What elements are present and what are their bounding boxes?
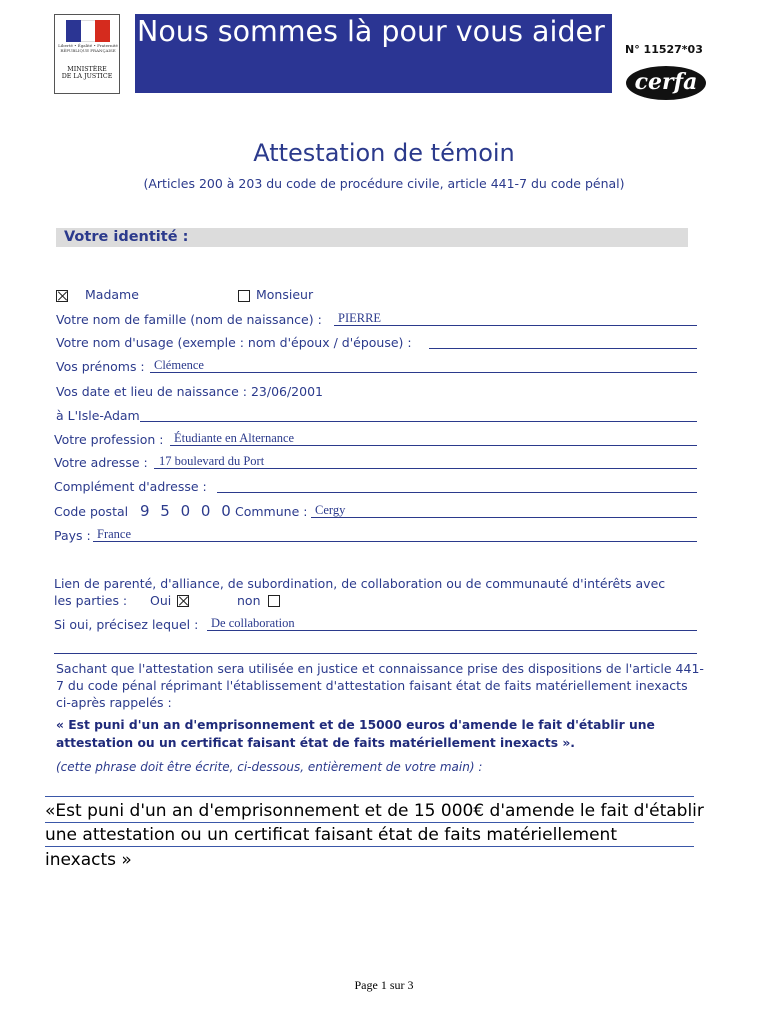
handwriting-line-1 [45, 796, 694, 797]
french-flag-icon [66, 20, 110, 42]
usage-name-field[interactable] [429, 348, 697, 349]
specify-extra-line [54, 653, 697, 654]
country-field[interactable]: France [97, 527, 132, 541]
postal-code-label: Code postal [54, 504, 129, 519]
country-label: Pays : [54, 528, 91, 543]
specify-field[interactable]: De collaboration [211, 616, 295, 630]
family-name-field[interactable]: PIERRE [338, 311, 382, 325]
family-name-line [334, 325, 697, 326]
postal-code-field[interactable]: 9 5 0 0 0 [140, 502, 234, 520]
profession-label: Votre profession : [54, 432, 164, 447]
address2-label: Complément d'adresse : [54, 479, 207, 494]
cerfa-logo: cerfa [626, 66, 706, 100]
country-line [93, 541, 697, 542]
madame-checkbox[interactable] [56, 290, 68, 302]
relationship-question: Lien de parenté, d'alliance, de subordination, de collaboration ou de communauté d'intérêts avec [54, 576, 666, 591]
legal-quote: « Est puni d'un an d'emprisonnement et de 15000 euros d'amende le fait d'établir une attestation ou un certificat faisant état de faits matériellement inexacts ». [56, 718, 655, 750]
birth-label: Vos date et lieu de naissance : 23/06/2001 [56, 384, 323, 399]
cerfa-number: N° 11527*03 [625, 43, 703, 56]
ministry-logo [54, 14, 120, 94]
oui-checkbox[interactable] [177, 595, 189, 607]
page-title: Attestation de témoin [253, 139, 515, 167]
address-field[interactable]: 17 boulevard du Port [159, 454, 265, 468]
handwritten-line-1[interactable]: «Est puni d'un an d'emprisonnement et de 15 000€ d'amende le fait d'établir [45, 801, 704, 821]
monsieur-checkbox[interactable] [238, 290, 250, 302]
birth-place-line [140, 421, 697, 422]
oui-label: Oui [150, 593, 172, 608]
address-label: Votre adresse : [54, 455, 148, 470]
relationship-parties-label: les parties : [54, 593, 128, 608]
legal-paragraph: Sachant que l'attestation sera utilisée en justice et connaissance prise des dispositions de l'article 441-7 du code pénal réprimant l'établissement d'attestation faisant état de faits matériellement inexacts ci-après rappelés : [56, 661, 704, 710]
monsieur-label: Monsieur [256, 287, 314, 302]
republic-motto: Liberté • Égalité • Fraternité RÉPUBLIQUE FRANÇAISE [58, 43, 118, 53]
city-line [311, 517, 697, 518]
first-names-line [150, 372, 697, 373]
header-banner: Nous sommes là pour vous aider [135, 14, 612, 93]
first-names-field[interactable]: Clémence [154, 358, 204, 372]
handwritten-line-2[interactable]: une attestation ou un certificat faisant état de faits matériellement [45, 825, 617, 845]
page-subtitle: (Articles 200 à 203 du code de procédure civile, article 441-7 du code pénal) [143, 176, 625, 191]
profession-field[interactable]: Étudiante en Alternance [174, 431, 295, 445]
city-label: Commune : [235, 504, 308, 519]
non-checkbox[interactable] [268, 595, 280, 607]
non-label: non [237, 593, 261, 608]
city-field[interactable]: Cergy [315, 503, 346, 517]
page-number: Page 1 sur 3 [354, 978, 414, 992]
specify-label: Si oui, précisez lequel : [54, 617, 199, 632]
identity-section-label: Votre identité : [64, 229, 189, 245]
birth-place-field[interactable]: à L'Isle-Adam [56, 408, 140, 423]
usage-name-label: Votre nom d'usage (exemple : nom d'époux / d'épouse) : [56, 335, 412, 350]
madame-label: Madame [85, 287, 139, 302]
family-name-label: Votre nom de famille (nom de naissance) : [56, 312, 322, 327]
handwriting-instruction: (cette phrase doit être écrite, ci-dessous, entièrement de votre main) : [56, 760, 483, 774]
address2-field[interactable] [217, 492, 697, 493]
handwritten-line-3[interactable]: inexacts » [45, 850, 132, 870]
ministry-name: MINISTÈRE DE LA JUSTICE [61, 66, 113, 81]
first-names-label: Vos prénoms : [56, 359, 145, 374]
